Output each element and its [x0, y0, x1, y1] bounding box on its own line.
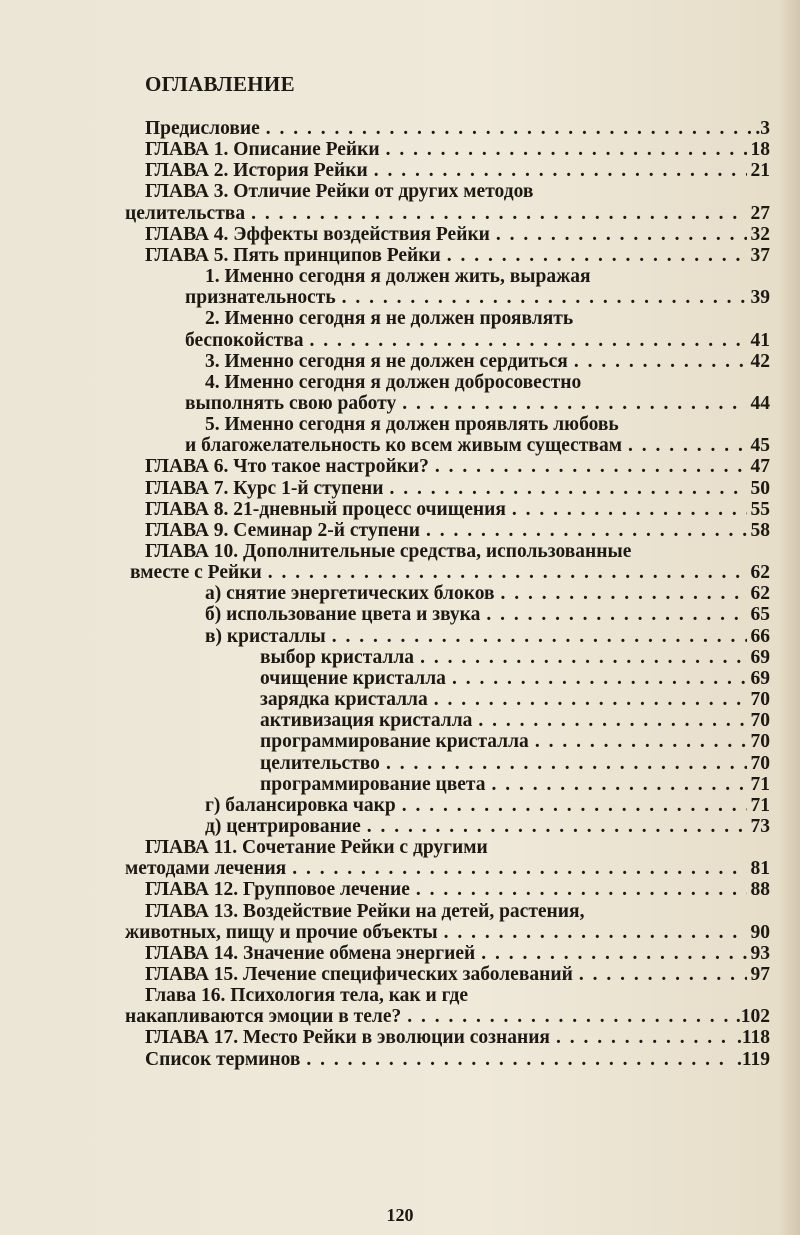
toc-entry-page: 47 [750, 456, 770, 478]
toc-entry-page: 70 [750, 689, 770, 711]
toc-entry-title: методами лечения [125, 858, 287, 880]
toc-entry [125, 203, 770, 224]
toc-entry-title: ГЛАВА 13. Воздействие Рейки на детей, растения, [145, 900, 585, 922]
toc-entry-title: ГЛАВА 3. Отличие Рейки от других методов [145, 181, 534, 203]
toc-entry-page: 70 [750, 752, 770, 774]
toc-entry-title: ГЛАВА 17. Место Рейки в эволюции сознания [145, 1027, 550, 1049]
toc-entry-title: беспокойства [185, 329, 304, 351]
toc-entry [205, 266, 591, 287]
toc-entry [205, 351, 770, 372]
toc-entry [185, 330, 770, 351]
toc-leader-dots [402, 795, 747, 816]
toc-entry-page: .3 [755, 118, 770, 139]
toc-entry-page: 41 [750, 329, 770, 351]
toc-leader-dots [452, 668, 747, 689]
toc-entry-page: 58 [750, 519, 770, 541]
toc-entry [260, 647, 770, 668]
toc-entry-page: 45 [750, 435, 770, 457]
toc-entry-title: ГЛАВА 2. История Рейки [145, 160, 368, 182]
toc-leader-dots [447, 245, 747, 266]
toc-entry-page: 93 [750, 942, 770, 964]
toc-entry [205, 626, 770, 647]
toc-entry-page: 55 [750, 498, 770, 520]
toc-entry [145, 943, 770, 964]
toc-leader-dots [332, 626, 747, 647]
toc-leader-dots [268, 562, 747, 583]
toc-entry-title: животных, пищу и прочие объекты [125, 921, 438, 943]
toc-leader-dots [306, 1049, 733, 1070]
toc-entry [205, 414, 619, 435]
toc-entry-page: 32 [750, 223, 770, 245]
toc-leader-dots [310, 330, 747, 351]
toc-entry [145, 139, 770, 160]
toc-entry-page: 39 [750, 287, 770, 309]
toc-entry-title: Список терминов [145, 1048, 301, 1070]
toc-leader-dots [444, 922, 747, 943]
toc-leader-dots [512, 499, 747, 520]
toc-entry [205, 372, 581, 393]
toc-entry-title: а) снятие энергетических блоков [205, 583, 495, 605]
toc-entry-page: .119 [736, 1048, 770, 1070]
toc-entry [145, 837, 488, 858]
toc-entry-page: 69 [750, 667, 770, 689]
toc-entry-page: 71 [750, 794, 770, 816]
toc-entry [260, 710, 770, 731]
toc-entry-page: 73 [750, 815, 770, 837]
toc-entry-title: программирование кристалла [260, 731, 529, 753]
toc-entry-page: .102 [735, 1006, 770, 1028]
toc-entry-title: ГЛАВА 6. Что такое настройки? [145, 456, 429, 478]
toc-leader-dots [579, 964, 747, 985]
toc-entry [145, 181, 533, 202]
toc-entry-page: 18 [750, 139, 770, 161]
toc-entry [125, 1006, 770, 1027]
toc-entry [260, 753, 770, 774]
toc-entry [185, 393, 770, 414]
toc-entry [125, 922, 770, 943]
toc-entry [145, 520, 770, 541]
toc-entry-title: вместе с Рейки [130, 562, 262, 584]
toc-entry-title: ГЛАВА 7. Курс 1-й ступени [145, 477, 384, 499]
toc-entry [145, 901, 584, 922]
toc-leader-dots [556, 1027, 733, 1048]
toc-entry-title: в) кристаллы [205, 625, 326, 647]
toc-title: ОГЛАВЛЕНИЕ [145, 72, 295, 96]
toc-entry [260, 774, 770, 795]
toc-entry-title: Предисловие [145, 118, 260, 139]
toc-entry-title: ГЛАВА 10. Дополнительные средства, использованные [145, 541, 632, 562]
toc-entry [205, 583, 770, 604]
toc-leader-dots [390, 478, 747, 499]
toc-entry-title: признательность [185, 287, 336, 309]
toc-leader-dots [266, 118, 752, 139]
toc-entry-title: очищение кристалла [260, 667, 446, 689]
toc-entry-page: 70 [750, 731, 770, 753]
toc-entry-title: ГЛАВА 14. Значение обмена энергией [145, 942, 476, 964]
toc-entry-page: 90 [750, 921, 770, 943]
toc-entry-page: 50 [750, 477, 770, 499]
toc-leader-dots [435, 456, 747, 477]
toc-entry [205, 816, 770, 837]
toc-entry [145, 478, 770, 499]
toc-entry-page: 62 [750, 562, 770, 584]
toc-leader-dots [501, 583, 747, 604]
toc-leader-dots [486, 604, 746, 625]
page-number: 120 [386, 1205, 414, 1225]
toc-entry-title: выбор кристалла [260, 646, 415, 668]
toc-entry-page: 44 [750, 392, 770, 414]
toc-entry [145, 160, 770, 181]
toc-entry [145, 964, 770, 985]
toc-leader-dots [386, 139, 747, 160]
toc-entry [260, 668, 770, 689]
toc-leader-dots [342, 287, 747, 308]
toc-leader-dots [367, 816, 747, 837]
toc-entry [145, 499, 770, 520]
toc-entry-page: 62 [750, 583, 770, 605]
toc-entry-page: 27 [750, 202, 770, 224]
toc-entry [185, 287, 770, 308]
toc-entry-title: целительства [125, 202, 246, 224]
toc-leader-dots [491, 774, 746, 795]
toc-entry-page: 65 [750, 604, 770, 626]
toc-entry [145, 1049, 770, 1070]
toc-entry-title: ГЛАВА 11. Сочетание Рейки с другими [145, 837, 488, 859]
toc-entry-title: накапливаются эмоции в теле? [125, 1006, 402, 1028]
page-edge-shadow [778, 0, 800, 1235]
toc-entry-title: 1. Именно сегодня я должен жить, выражая [205, 266, 591, 288]
toc-entry [185, 435, 770, 456]
toc-leader-dots [535, 731, 747, 752]
toc-leader-dots [481, 943, 746, 964]
toc-leader-dots [574, 351, 747, 372]
toc-entry-title: зарядка кристалла [260, 689, 428, 711]
toc-leader-dots [292, 858, 746, 879]
toc-entry-title: выполнять свою работу [185, 392, 397, 414]
toc-entry-title: ГЛАВА 8. 21-дневный процесс очищения [145, 498, 506, 520]
toc-entry [260, 689, 770, 710]
toc-leader-dots [402, 393, 746, 414]
toc-leader-dots [416, 879, 747, 900]
toc-entry-title: целительство [260, 752, 380, 774]
toc-entry [205, 604, 770, 625]
toc-entry [145, 456, 770, 477]
toc-entry [205, 308, 573, 329]
toc-entry [145, 224, 770, 245]
toc-entry-page: 70 [750, 710, 770, 732]
toc-entry [145, 879, 770, 900]
toc-leader-dots [251, 203, 746, 224]
toc-entry-title: 5. Именно сегодня я должен проявлять любовь [205, 414, 619, 436]
toc-entry [145, 985, 468, 1006]
toc-entry-title: ГЛАВА 5. Пять принципов Рейки [145, 244, 441, 266]
toc-entry-page: 42 [750, 350, 770, 372]
toc-entry [260, 731, 770, 752]
toc-entry-title: 4. Именно сегодня я должен добросовестно [205, 371, 582, 393]
toc-entry-page: 81 [750, 858, 770, 880]
toc-entry-title: и благожелательность ко всем живым существам [185, 435, 622, 457]
toc-entry-title: д) центрирование [205, 815, 361, 837]
toc-entry-title: б) использование цвета и звука [205, 604, 481, 626]
toc-leader-dots [434, 689, 747, 710]
toc-entry-page: 97 [750, 964, 770, 985]
toc-entry-page: 88 [750, 879, 770, 901]
toc-entry-title: ГЛАВА 1. Описание Рейки [145, 139, 380, 161]
toc-leader-dots [374, 160, 747, 181]
toc-entry-page: 71 [750, 773, 770, 795]
toc-leader-dots [478, 710, 746, 731]
toc-entry-page: .118 [736, 1027, 770, 1049]
toc-leader-dots [496, 224, 747, 245]
toc-leader-dots [386, 753, 747, 774]
toc-entry [145, 541, 631, 562]
toc-entry [130, 562, 770, 583]
toc-leader-dots [426, 520, 747, 541]
toc-leader-dots [420, 647, 746, 668]
toc-entry-title: активизация кристалла [260, 710, 473, 732]
toc-entry-page: 37 [750, 244, 770, 266]
toc-entry-title: ГЛАВА 15. Лечение специфических заболеваний [145, 964, 573, 985]
toc-entry-page: 66 [750, 625, 770, 647]
toc-entry-title: программирование цвета [260, 773, 486, 795]
toc-entry [145, 118, 770, 139]
toc-entry-title: 2. Именно сегодня я не должен проявлять [205, 308, 574, 330]
toc-entry [125, 858, 770, 879]
toc-entry-title: Глава 16. Психология тела, как и где [145, 985, 469, 1007]
toc-entry [145, 245, 770, 266]
toc-entry-page: 69 [750, 646, 770, 668]
toc-entry-title: ГЛАВА 9. Семинар 2-й ступени [145, 519, 420, 541]
toc-leader-dots [628, 435, 747, 456]
toc-entry-title: ГЛАВА 4. Эффекты воздействия Рейки [145, 223, 490, 245]
toc-leader-dots [407, 1006, 732, 1027]
toc-entry-title: г) балансировка чакр [205, 794, 396, 816]
toc-entry [145, 1027, 770, 1048]
toc-entry-title: ГЛАВА 12. Групповое лечение [145, 879, 410, 901]
toc-entry-title: 3. Именно сегодня я не должен сердиться [205, 350, 568, 372]
toc-entry [205, 795, 770, 816]
toc-entry-page: 21 [750, 160, 770, 182]
